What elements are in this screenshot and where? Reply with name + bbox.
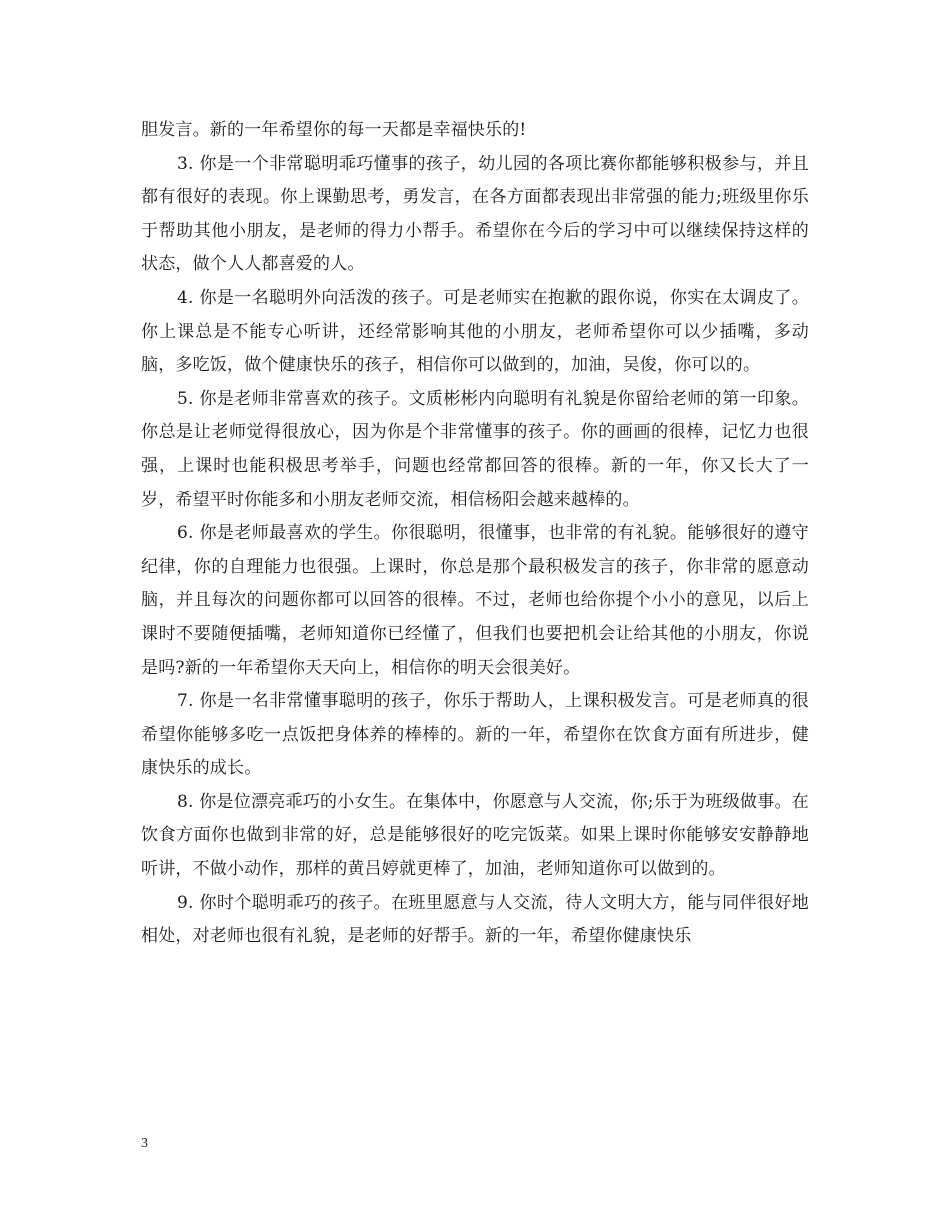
paragraph-item-7: 7. 你是一名非常懂事聪明的孩子，你乐于帮助人，上课积极发言。可是老师真的很希望你能够多吃一点饭把身体养的棒棒的。新的一年，希望你在饮食方面有所进步，健康快乐的成长。: [141, 691, 809, 779]
paragraph-continuation: 胆发言。新的一年希望你的每一天都是幸福快乐的!: [141, 120, 527, 140]
page-number: 3: [141, 1136, 148, 1151]
paragraph-item-9: 9. 你时个聪明乖巧的孩子。在班里愿意与人交流，待人文明大方，能与同伴很好地相处，对老师也很有礼貌，是老师的好帮手。新的一年，希望你健康快乐: [141, 892, 809, 947]
paragraph-item-6: 6. 你是老师最喜欢的学生。你很聪明，很懂事，也非常的有礼貌。能够很好的遵守纪律，你的自理能力也很强。上课时，你总是那个最积极发言的孩子，你非常的愿意动脑，并且每次的问题你都可以回答的很棒。不过，老师也给你提个小小的意见，以后上课时不要随便插嘴，老师知道你已经懂了，但我们也要把机会让给其他的小朋友，你说是吗?新的一年希望你天天向上，相信你的明天会很美好。: [141, 523, 809, 678]
paragraph-item-3: 3. 你是一个非常聪明乖巧懂事的孩子，幼儿园的各项比赛你都能够积极参与，并且都有很好的表现。你上课勤思考，勇发言，在各方面都表现出非常强的能力;班级里你乐于帮助其他小朋友，是老师的得力小帮手。希望你在今后的学习中可以继续保持这样的状态，做个人人都喜爱的人。: [141, 153, 809, 275]
document-body: [141, 114, 809, 954]
paragraph-item-4: 4. 你是一名聪明外向活泼的孩子。可是老师实在抱歉的跟你说，你实在太调皮了。你上课总是不能专心听讲，还经常影响其他的小朋友，老师希望你可以少插嘴，多动脑，多吃饭，做个健康快乐的孩子，相信你可以做到的，加油，吴俊，你可以的。: [141, 287, 809, 376]
paragraph-item-8: 8. 你是位漂亮乖巧的小女生。在集体中，你愿意与人交流，你;乐于为班级做事。在饮食方面你也做到非常的好，总是能够很好的吃完饭菜。如果上课时你能够安安静静地听讲，不做小动作，那样的黄吕婷就更棒了，加油，老师知道你可以做到的。: [141, 791, 809, 880]
paragraph-item-5: 5. 你是老师非常喜欢的孩子。文质彬彬内向聪明有礼貌是你留给老师的第一印象。你总是让老师觉得很放心，因为你是个非常懂事的孩子。你的画画的很棒，记忆力也很强，上课时也能积极思考举手，问题也经常都回答的很棒。新的一年，你又长大了一岁，希望平时你能多和小朋友老师交流，相信杨阳会越来越棒的。: [141, 388, 809, 510]
